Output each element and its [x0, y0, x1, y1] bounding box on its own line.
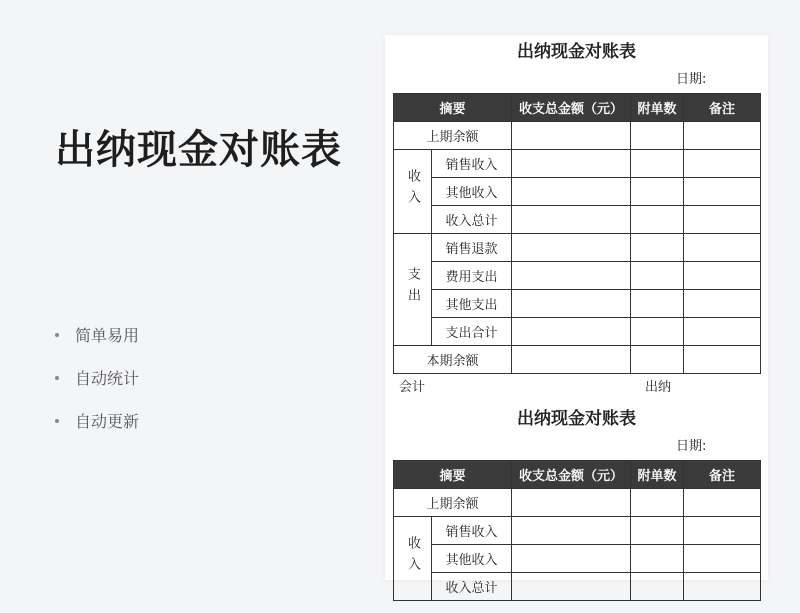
cell	[684, 573, 761, 601]
table-row	[394, 150, 761, 178]
cell	[512, 262, 631, 290]
cell	[512, 178, 631, 206]
row-label: 其他支出	[432, 290, 512, 318]
cell	[631, 262, 684, 290]
cell	[631, 290, 684, 318]
table-row	[394, 234, 761, 262]
reconciliation-table	[393, 93, 761, 374]
table-row	[394, 318, 761, 346]
cell	[512, 290, 631, 318]
header-amount: 收支总金额（元）	[512, 94, 631, 122]
table-row	[394, 517, 761, 545]
header-attachments: 附单数	[631, 94, 684, 122]
opening-balance-label: 上期余额	[394, 122, 512, 150]
row-label: 其他收入	[432, 178, 512, 206]
cell	[684, 206, 761, 234]
income-group-label: 收入	[394, 150, 432, 234]
cell	[631, 517, 684, 545]
header-row	[394, 94, 761, 122]
cell	[631, 318, 684, 346]
cell	[631, 346, 684, 374]
form-title: 出纳现金对账表	[517, 42, 636, 62]
table-row	[394, 489, 761, 517]
cell	[512, 489, 631, 517]
reconciliation-table	[393, 460, 761, 601]
cell	[684, 150, 761, 178]
row-label: 销售退款	[432, 234, 512, 262]
cell	[631, 206, 684, 234]
feature-label: 简单易用	[75, 326, 140, 345]
cell	[631, 234, 684, 262]
header-attachments: 附单数	[631, 461, 684, 489]
row-label: 销售收入	[432, 150, 512, 178]
feature-item	[55, 356, 139, 399]
signature-line	[393, 374, 760, 402]
cell	[512, 346, 631, 374]
header-amount: 收支总金额（元）	[512, 461, 631, 489]
table-row	[394, 573, 761, 601]
header-summary: 摘要	[394, 94, 512, 122]
header-summary: 摘要	[394, 461, 512, 489]
feature-label: 自动统计	[75, 369, 140, 388]
date-label: 日期:	[676, 72, 707, 87]
opening-balance-label: 上期余额	[394, 489, 512, 517]
header-row	[394, 461, 761, 489]
cell	[684, 489, 761, 517]
cell	[684, 290, 761, 318]
cell	[631, 489, 684, 517]
bullet-icon	[55, 376, 59, 380]
accountant-label: 会计	[399, 380, 426, 395]
feature-item	[55, 399, 139, 442]
cell	[684, 318, 761, 346]
row-label: 费用支出	[432, 262, 512, 290]
cell	[684, 122, 761, 150]
cell	[684, 545, 761, 573]
table-row	[394, 178, 761, 206]
cell	[512, 545, 631, 573]
feature-item	[55, 313, 139, 356]
row-label: 其他收入	[432, 545, 512, 573]
table-row	[394, 122, 761, 150]
feature-label: 自动更新	[75, 412, 140, 431]
row-label: 收入总计	[432, 573, 512, 601]
row-label: 支出合计	[432, 318, 512, 346]
cell	[631, 122, 684, 150]
table-row	[394, 206, 761, 234]
cell	[512, 150, 631, 178]
feature-list	[55, 313, 139, 442]
cell	[684, 234, 761, 262]
cell	[631, 178, 684, 206]
closing-balance-label: 本期余额	[394, 346, 512, 374]
hero-title: 出纳现金对账表	[55, 127, 342, 173]
cell	[512, 573, 631, 601]
header-remarks: 备注	[684, 94, 761, 122]
expense-group-label: 支出	[394, 234, 432, 346]
cell	[684, 346, 761, 374]
cell	[684, 517, 761, 545]
bullet-icon	[55, 419, 59, 423]
cell	[512, 122, 631, 150]
table-row	[394, 545, 761, 573]
row-label: 收入总计	[432, 206, 512, 234]
cell	[631, 545, 684, 573]
form-title: 出纳现金对账表	[517, 409, 636, 429]
cell	[512, 318, 631, 346]
cell	[684, 178, 761, 206]
cell	[512, 517, 631, 545]
cell	[631, 573, 684, 601]
date-label: 日期:	[676, 439, 707, 454]
table-row	[394, 346, 761, 374]
document-preview	[385, 35, 768, 596]
cell	[512, 206, 631, 234]
cell	[512, 234, 631, 262]
income-group-label: 收入	[394, 517, 432, 601]
cell	[684, 262, 761, 290]
bullet-icon	[55, 333, 59, 337]
cell	[631, 150, 684, 178]
reconciliation-form	[385, 37, 768, 402]
header-remarks: 备注	[684, 461, 761, 489]
row-label: 销售收入	[432, 517, 512, 545]
table-row	[394, 262, 761, 290]
table-row	[394, 290, 761, 318]
reconciliation-form-copy	[385, 404, 768, 601]
cashier-label: 出纳	[645, 380, 672, 395]
